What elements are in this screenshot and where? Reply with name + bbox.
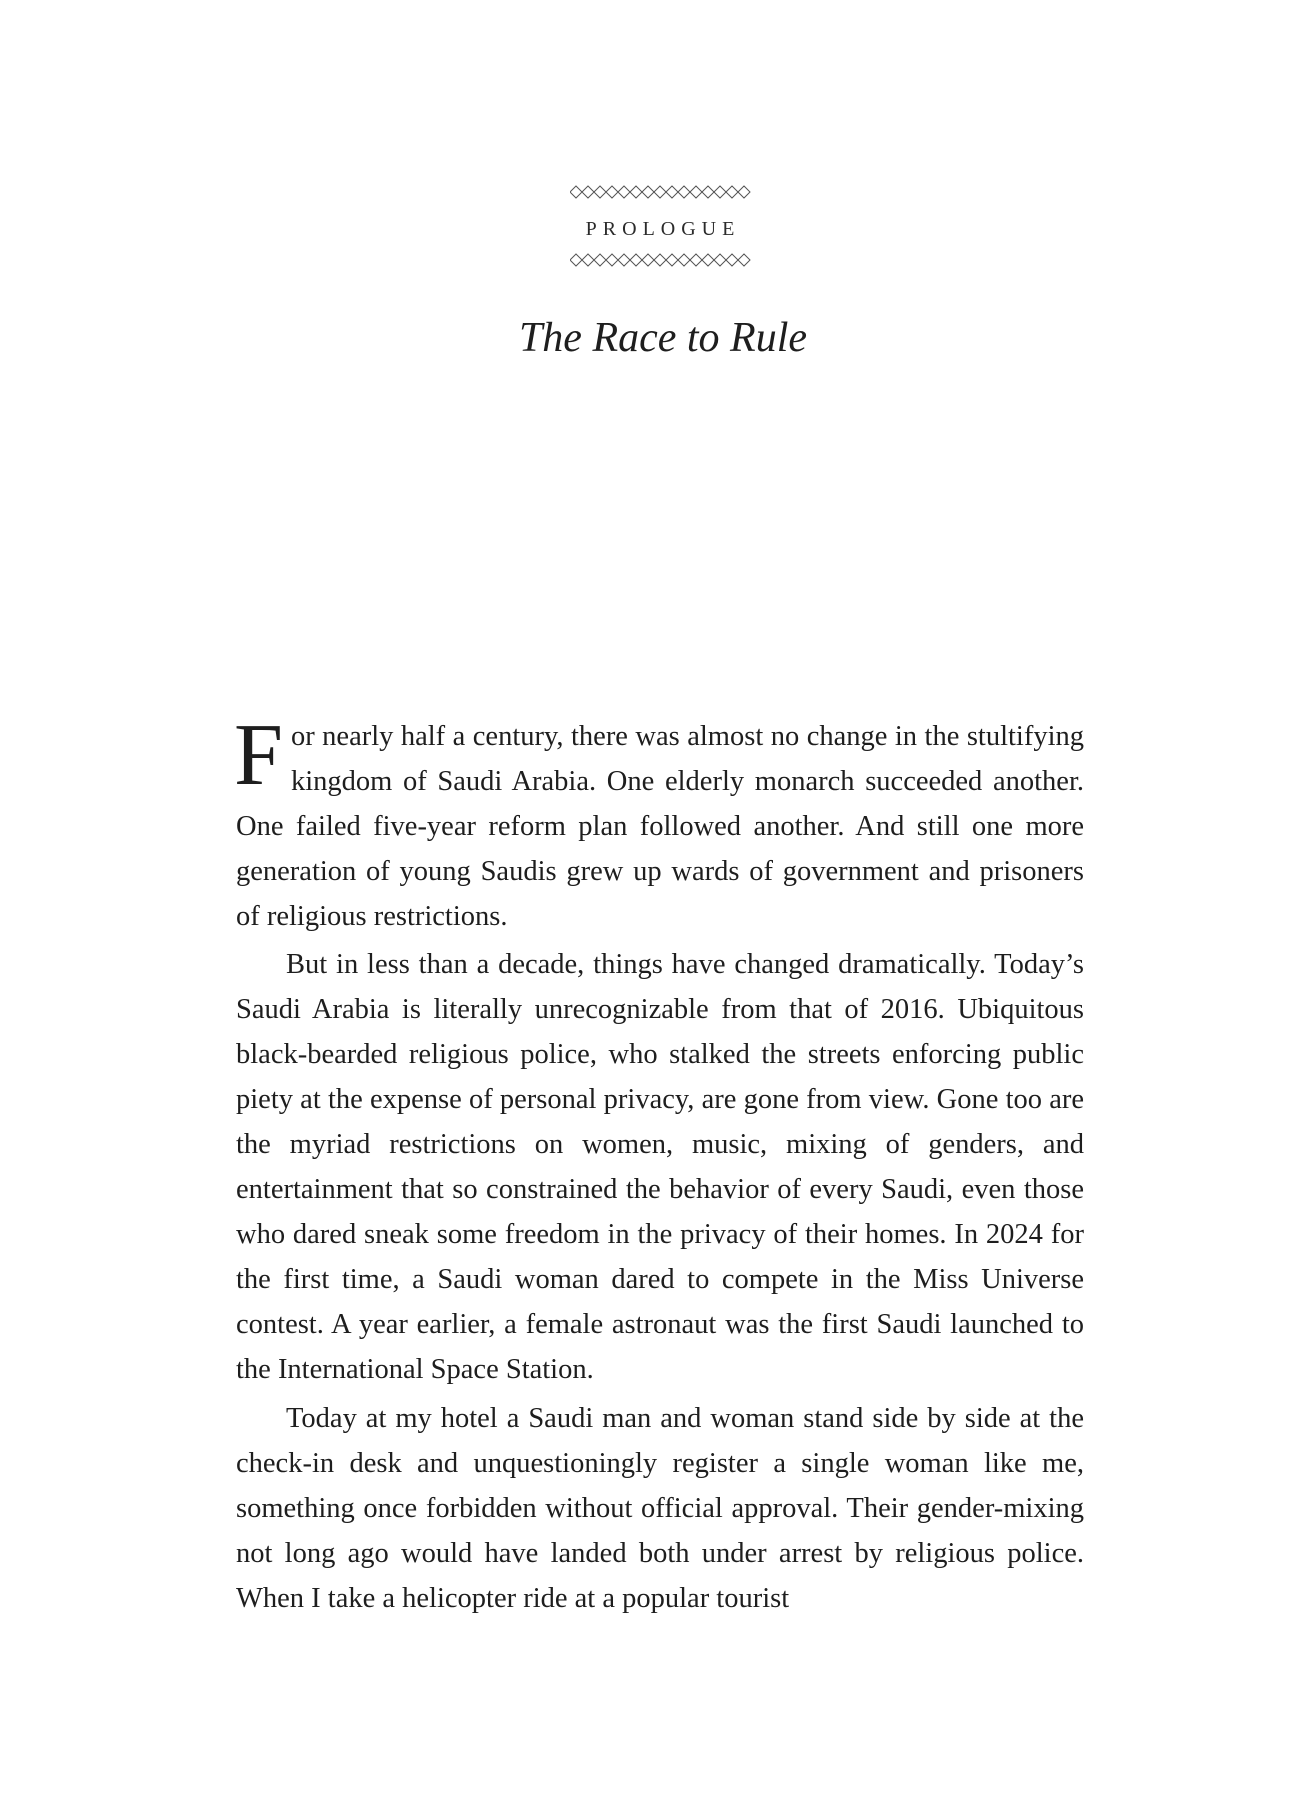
paragraph-1: [234, 707, 1084, 939]
chapter-label: PROLOGUE: [585, 218, 741, 240]
drop-cap: F: [234, 707, 283, 804]
body-text: [234, 707, 1084, 1621]
ornament-top-icon: [570, 185, 756, 199]
diamond-chain-svg-top: [570, 185, 756, 199]
paragraph-2: But in less than a decade, things have changed dramatically. Today’s Saudi Arabia is literally unrecognizable from that of 2016. Ubiquitous black-bearded religious police, who stalked the streets enforcing public piety at the expense of personal privacy, are gone from view. Gone too are the myriad restrictions on women, music, mixing of genders, and entertainment that so constrained the behavior of every Saudi, even those who dared sneak some freedom in the privacy of their homes. In 2024 for the first time, a Saudi woman dared to compete in the Miss Universe contest. A year earlier, a female astronaut was the first Saudi launched to the International Space Station.: [236, 949, 1084, 1385]
chapter-title: The Race to Rule: [518, 315, 808, 361]
paragraph-3: Today at my hotel a Saudi man and woman stand side by side at the check-in desk and unquestioningly register a single woman like me, something once forbidden without official approval. Their gender-mixing not long ago would have landed both under arrest by religious police. When I take a helicopter ride at a popular tourist: [236, 1403, 1084, 1614]
ornament-bottom-icon: [570, 253, 756, 267]
paragraph-1-text: or nearly half a century, there was almost no change in the stultifying kingdom of Saudi Arabia. One elderly monarch succeeded another. One failed five-year reform plan followed another. And still one more generation of young Saudis grew up wards of government and prisoners of religious restrictions.: [236, 721, 1084, 932]
diamond-chain-svg-bottom: [570, 253, 756, 267]
